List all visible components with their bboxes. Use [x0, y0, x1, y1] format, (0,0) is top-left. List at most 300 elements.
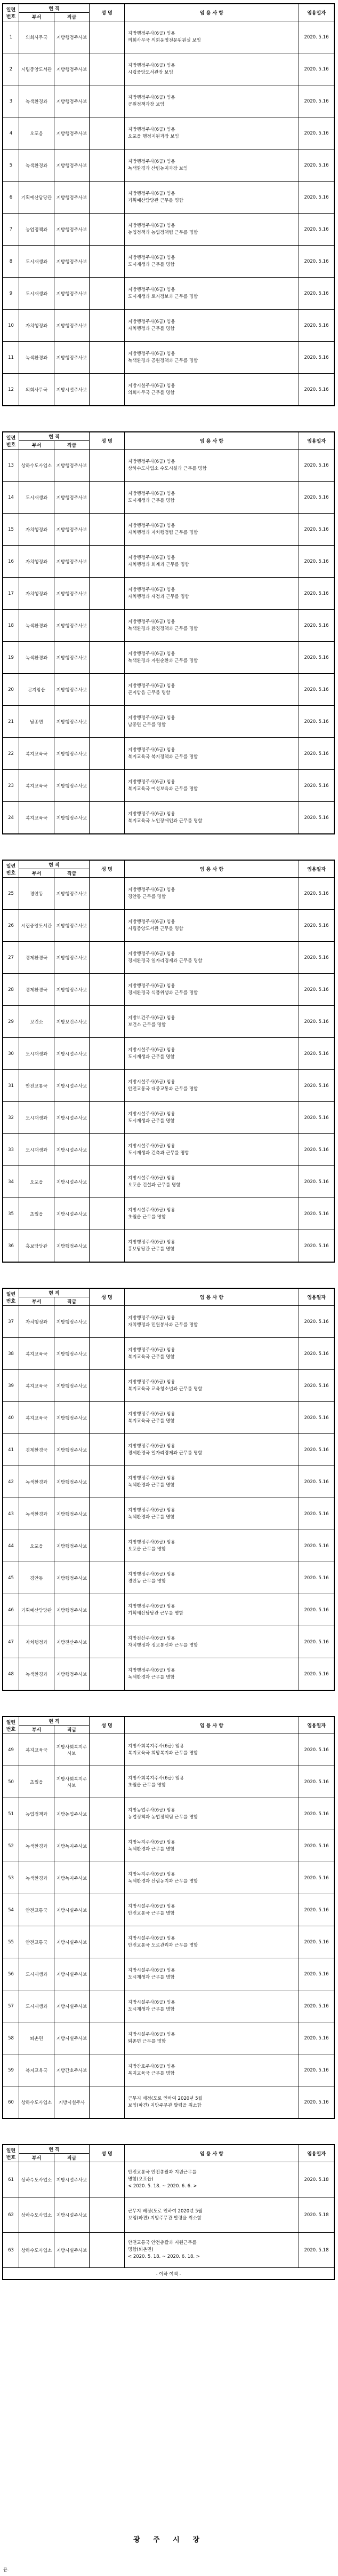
row-department: 남종면	[19, 706, 54, 738]
row-name	[90, 514, 125, 546]
row-appointment-date: 2020. 5.18	[299, 2162, 334, 2197]
table-row	[3, 1926, 334, 1958]
row-appointment-date: 2020. 5.16	[299, 642, 334, 674]
header-appointment-details: 임 용 사 항	[125, 432, 299, 450]
header-department: 부서	[19, 1297, 54, 1306]
row-number: 40	[3, 1402, 19, 1434]
row-appointment-details: 지방사회복지주사(6급) 임용 복지교육국 희망복지과 근무를 명함	[125, 1734, 299, 1766]
table-row	[3, 1402, 334, 1434]
row-number: 4	[3, 117, 19, 149]
row-rank: 지방행정주사보	[54, 802, 90, 834]
row-number: 62	[3, 2197, 19, 2233]
row-name	[90, 342, 125, 374]
row-name	[90, 1958, 125, 1990]
row-name	[90, 1466, 125, 1498]
row-appointment-date: 2020. 5.16	[299, 21, 334, 53]
appointment-table-block	[2, 1288, 335, 1691]
row-department: 녹색환경과	[19, 1466, 54, 1498]
row-name	[90, 1070, 125, 1102]
row-rank: 지방행정주사보	[54, 514, 90, 546]
header-rank: 직급	[54, 2154, 90, 2162]
row-appointment-details: 지방시설주사(6급) 임용 도시재생과 근무를 명함	[125, 1038, 299, 1070]
row-appointment-date: 2020. 5.16	[299, 53, 334, 85]
row-department: 자치행정과	[19, 1626, 54, 1658]
row-number: 13	[3, 450, 19, 482]
row-appointment-details: 지방행정주사(6급) 임용 홍보담당관 근무를 명함	[125, 1230, 299, 1262]
row-department: 경안동	[19, 878, 54, 910]
row-name	[90, 85, 125, 117]
row-rank: 지방시설주사보	[54, 2197, 90, 2233]
row-name	[90, 1434, 125, 1466]
row-rank: 지방시설주사보	[54, 1926, 90, 1958]
row-number: 11	[3, 342, 19, 374]
table-row	[3, 1862, 334, 1894]
row-rank: 지방행정주사보	[54, 182, 90, 214]
table-row	[3, 2162, 334, 2197]
mayor-signature: 광 주 시 장	[133, 2536, 205, 2544]
row-department: 경제환경국	[19, 974, 54, 1006]
row-appointment-details: 지방행정주사(6급) 임용 오포읍 행정지원과장 보임	[125, 117, 299, 149]
row-number: 39	[3, 1370, 19, 1402]
row-number: 34	[3, 1166, 19, 1198]
row-name	[90, 2162, 125, 2197]
row-appointment-details: 지방행정주사(6급) 임용 경제환경국 식품위생과 근무를 명함	[125, 974, 299, 1006]
row-appointment-details: 지방행정주사(6급) 임용 남종면 근무를 명함	[125, 706, 299, 738]
table-row	[3, 1958, 334, 1990]
row-name	[90, 1926, 125, 1958]
table-row	[3, 374, 334, 406]
row-name	[90, 1306, 125, 1338]
row-appointment-date: 2020. 5.16	[299, 770, 334, 802]
row-appointment-date: 2020. 5.16	[299, 1070, 334, 1102]
row-name	[90, 1894, 125, 1926]
row-appointment-date: 2020. 5.16	[299, 1594, 334, 1626]
row-appointment-details: 지방시설주사(6급) 임용 도시재생과 근무를 명함	[125, 1958, 299, 1990]
row-department: 도시재생과	[19, 482, 54, 514]
row-appointment-date: 2020. 5.16	[299, 674, 334, 706]
row-number: 36	[3, 1230, 19, 1262]
row-rank: 지방행정주사보	[54, 246, 90, 278]
row-appointment-details: 지방행정주사(6급) 임용 경제환경국 일자리경제과 근무를 명함	[125, 1434, 299, 1466]
row-number: 43	[3, 1498, 19, 1530]
row-number: 15	[3, 514, 19, 546]
table-row	[3, 738, 334, 770]
row-department: 안전교통국	[19, 1926, 54, 1958]
row-number: 20	[3, 674, 19, 706]
appointment-table-block	[2, 3, 335, 406]
row-number: 31	[3, 1070, 19, 1102]
row-rank: 지방행정주사보	[54, 1530, 90, 1562]
row-number: 3	[3, 85, 19, 117]
table-row	[3, 1338, 334, 1370]
row-name	[90, 117, 125, 149]
row-department: 의회사무국	[19, 21, 54, 53]
row-department: 녹색환경과	[19, 149, 54, 182]
table-row	[3, 2054, 334, 2086]
row-department: 녹색환경과	[19, 1862, 54, 1894]
row-appointment-date: 2020. 5.16	[299, 1402, 334, 1434]
row-name	[90, 1626, 125, 1658]
row-appointment-details: 지방사회복지주사(6급) 임용 초월읍 근무를 명함	[125, 1766, 299, 1798]
row-number: 53	[3, 1862, 19, 1894]
row-rank: 지방전산주사보	[54, 1626, 90, 1658]
row-department: 퇴촌면	[19, 2022, 54, 2054]
row-number: 22	[3, 738, 19, 770]
row-appointment-details: 지방행정주사(6급) 임용 시립중앙도서관 근무를 명함	[125, 910, 299, 942]
row-department: 녹색환경과	[19, 1830, 54, 1862]
row-name	[90, 1830, 125, 1862]
row-department: 복지교육국	[19, 1734, 54, 1766]
row-appointment-details: 지방행정주사(6급) 임용 자치행정과 회계과 근무를 명함	[125, 546, 299, 578]
header-appointment-date: 임용일자	[299, 861, 334, 878]
table-row	[3, 246, 334, 278]
row-department: 자치행정과	[19, 1306, 54, 1338]
table-row	[3, 85, 334, 117]
row-appointment-date: 2020. 5.16	[299, 214, 334, 246]
header-name: 성 명	[90, 4, 125, 21]
row-department: 오포읍	[19, 117, 54, 149]
row-appointment-date: 2020. 5.16	[299, 2086, 334, 2118]
row-rank: 지방행정주사보	[54, 706, 90, 738]
row-name	[90, 450, 125, 482]
row-department: 시립중앙도서관	[19, 910, 54, 942]
header-current-position: 현 직	[19, 861, 90, 869]
row-department: 기획예산담당관	[19, 182, 54, 214]
row-number: 47	[3, 1626, 19, 1658]
row-department: 상하수도사업소	[19, 2162, 54, 2197]
table-row	[3, 1734, 334, 1766]
row-appointment-date: 2020. 5.16	[299, 342, 334, 374]
table-row	[3, 2233, 334, 2268]
row-number: 28	[3, 974, 19, 1006]
row-department: 녹색환경과	[19, 610, 54, 642]
row-appointment-date: 2020. 5.16	[299, 2054, 334, 2086]
row-department: 자치행정과	[19, 310, 54, 342]
header-appointment-date: 임용일자	[299, 1717, 334, 1734]
row-department: 상하수도사업소	[19, 2233, 54, 2268]
row-rank: 지방행정주사보	[54, 578, 90, 610]
table-row	[3, 1894, 334, 1926]
row-number: 57	[3, 1990, 19, 2022]
row-department: 녹색환경과	[19, 85, 54, 117]
table-row	[3, 610, 334, 642]
row-appointment-date: 2020. 5.16	[299, 246, 334, 278]
row-appointment-details: 지방시설주사(6급) 임용 초월읍 근무를 명함	[125, 1198, 299, 1230]
row-department: 농업정책과	[19, 214, 54, 246]
row-department: 자치행정과	[19, 514, 54, 546]
row-rank: 지방행정주사보	[54, 342, 90, 374]
row-appointment-details: 지방행정주사(6급) 임용 농업정책과 농업정책팀 근무를 명함	[125, 214, 299, 246]
table-row	[3, 1626, 334, 1658]
row-department: 도시재생과	[19, 1102, 54, 1134]
row-appointment-date: 2020. 5.18	[299, 2233, 334, 2268]
row-name	[90, 1658, 125, 1690]
appointment-table	[3, 1716, 334, 2118]
row-rank: 지방녹지주사보	[54, 1830, 90, 1862]
row-number: 60	[3, 2086, 19, 2118]
row-appointment-date: 2020. 5.16	[299, 482, 334, 514]
row-appointment-date: 2020. 5.16	[299, 310, 334, 342]
row-rank: 지방시설주사보	[54, 1038, 90, 1070]
row-appointment-date: 2020. 5.16	[299, 450, 334, 482]
table-row	[3, 974, 334, 1006]
row-rank: 지방시설주사보	[54, 1102, 90, 1134]
row-department: 보건소	[19, 1006, 54, 1038]
row-name	[90, 246, 125, 278]
row-appointment-details: 지방행정주사(6급) 임용 복지교육국 복지정책과 근무를 명함	[125, 738, 299, 770]
table-row	[3, 1434, 334, 1466]
row-rank: 지방시설주사보	[54, 1894, 90, 1926]
row-appointment-details: 지방행정주사(6급) 임용 자치행정과 근무를 명함	[125, 310, 299, 342]
row-appointment-details: 지방행정주사(6급) 임용 녹색환경과 환경정책과 근무를 명함	[125, 610, 299, 642]
row-appointment-details: 지방행정주사(6급) 임용 녹색환경과 자원순환과 근무를 명함	[125, 642, 299, 674]
row-number: 12	[3, 374, 19, 406]
row-appointment-details: 지방행정주사(6급) 임용 녹색환경과 근무를 명함	[125, 1498, 299, 1530]
row-rank: 지방행정주사보	[54, 450, 90, 482]
table-row	[3, 674, 334, 706]
row-appointment-date: 2020. 5.16	[299, 706, 334, 738]
row-rank: 지방시설주사보	[54, 1958, 90, 1990]
row-name	[90, 738, 125, 770]
row-appointment-date: 2020. 5.16	[299, 85, 334, 117]
row-rank: 지방행정주사보	[54, 1434, 90, 1466]
row-name	[90, 1230, 125, 1262]
row-appointment-date: 2020. 5.16	[299, 1166, 334, 1198]
row-department: 복지교육국	[19, 738, 54, 770]
row-name	[90, 149, 125, 182]
row-number: 10	[3, 310, 19, 342]
table-row	[3, 770, 334, 802]
row-department: 도시재생과	[19, 278, 54, 310]
row-appointment-details: 지방행정주사(6급) 임용 복지교육국 근무를 명함	[125, 1338, 299, 1370]
appointment-table-block	[2, 860, 335, 1263]
row-number: 55	[3, 1926, 19, 1958]
header-appointment-date: 임용일자	[299, 1289, 334, 1306]
row-appointment-details: 지방시설주사(6급) 임용 도시재생과 건축과 근무를 명함	[125, 1134, 299, 1166]
row-department: 홍보담당관	[19, 1230, 54, 1262]
row-name	[90, 1530, 125, 1562]
row-appointment-details: 지방시설주사(6급) 임용 의회사무국 근무를 명함	[125, 374, 299, 406]
row-name	[90, 53, 125, 85]
row-name	[90, 482, 125, 514]
row-department: 녹색환경과	[19, 642, 54, 674]
table-row	[3, 706, 334, 738]
header-current-position: 현 직	[19, 4, 90, 13]
header-name: 성 명	[90, 1717, 125, 1734]
row-rank: 지방행정주사보	[54, 149, 90, 182]
row-department: 도시재생과	[19, 1990, 54, 2022]
header-name: 성 명	[90, 432, 125, 450]
row-number: 33	[3, 1134, 19, 1166]
row-appointment-details: 지방간호주사(6급) 임용 복지교육국 근무를 명함	[125, 2054, 299, 2086]
row-number: 49	[3, 1734, 19, 1766]
row-rank: 지방행정주사보	[54, 53, 90, 85]
row-name	[90, 1038, 125, 1070]
row-appointment-date: 2020. 5.16	[299, 878, 334, 910]
row-rank: 지방시설주사보	[54, 1166, 90, 1198]
row-department: 오포읍	[19, 1530, 54, 1562]
row-appointment-date: 2020. 5.16	[299, 610, 334, 642]
row-number: 29	[3, 1006, 19, 1038]
row-appointment-details: 지방행정주사(6급) 임용 녹색환경과 산림농지과장 보임	[125, 149, 299, 182]
row-appointment-details: 지방시설주사(6급) 임용 안전교통국 대중교통과 근무를 명함	[125, 1070, 299, 1102]
table-row	[3, 1562, 334, 1594]
table-row	[3, 1038, 334, 1070]
row-name	[90, 374, 125, 406]
row-appointment-details: 지방행정주사(6급) 임용 복지교육국 교육청소년과 근무를 명함	[125, 1370, 299, 1402]
row-rank: 지방시설주사보	[54, 2233, 90, 2268]
row-number: 41	[3, 1434, 19, 1466]
row-name	[90, 1798, 125, 1830]
header-rank: 직급	[54, 869, 90, 878]
row-appointment-details: 지방행정주사(6급) 임용 도시재생과 토지정보과 근무를 명함	[125, 278, 299, 310]
header-name: 성 명	[90, 861, 125, 878]
row-number: 52	[3, 1830, 19, 1862]
row-number: 58	[3, 2022, 19, 2054]
header-appointment-date: 임용일자	[299, 2145, 334, 2162]
row-appointment-date: 2020. 5.16	[299, 546, 334, 578]
table-row	[3, 1798, 334, 1830]
row-name	[90, 974, 125, 1006]
row-department: 경안동	[19, 1562, 54, 1594]
table-row	[3, 214, 334, 246]
header-appointment-details: 임 용 사 항	[125, 1289, 299, 1306]
table-row	[3, 1594, 334, 1626]
row-appointment-date: 2020. 5.16	[299, 374, 334, 406]
row-appointment-details: 지방행정주사(6급) 임용 기획예산담당관 근무를 명함	[125, 182, 299, 214]
row-name	[90, 1370, 125, 1402]
table-row	[3, 1830, 334, 1862]
row-rank: 지방시설주사보	[54, 2162, 90, 2197]
row-rank: 지방행정주사보	[54, 878, 90, 910]
row-rank: 지방시설주사보	[54, 1990, 90, 2022]
table-row	[3, 53, 334, 85]
appointment-table-block	[2, 1716, 335, 2119]
row-number: 25	[3, 878, 19, 910]
table-row	[3, 1198, 334, 1230]
row-name	[90, 1562, 125, 1594]
row-department: 녹색환경과	[19, 1498, 54, 1530]
row-appointment-details: 지방행정주사(6급) 임용 의회사무국 의회운영전문위원실 보임	[125, 21, 299, 53]
row-number: 32	[3, 1102, 19, 1134]
row-name	[90, 214, 125, 246]
table-row	[3, 578, 334, 610]
header-department: 부서	[19, 869, 54, 878]
row-rank: 지방행정주사보	[54, 278, 90, 310]
row-name	[90, 1990, 125, 2022]
row-appointment-details: 지방행정주사(6급) 임용 복지교육국 여성보육과 근무를 명함	[125, 770, 299, 802]
row-department: 경제환경국	[19, 942, 54, 974]
table-row	[3, 1230, 334, 1262]
header-appointment-details: 임 용 사 항	[125, 2145, 299, 2162]
row-number: 24	[3, 802, 19, 834]
row-department: 경제환경국	[19, 1434, 54, 1466]
row-name	[90, 1166, 125, 1198]
table-row	[3, 878, 334, 910]
row-number: 27	[3, 942, 19, 974]
table-row	[3, 942, 334, 974]
row-number: 46	[3, 1594, 19, 1626]
row-department: 농업정책과	[19, 1798, 54, 1830]
row-appointment-date: 2020. 5.16	[299, 578, 334, 610]
row-rank: 지방행정주사보	[54, 85, 90, 117]
row-number: 19	[3, 642, 19, 674]
appointment-table	[3, 860, 334, 1262]
row-appointment-date: 2020. 5.16	[299, 1530, 334, 1562]
row-appointment-date: 2020. 5.16	[299, 149, 334, 182]
table-row	[3, 1070, 334, 1102]
row-name	[90, 310, 125, 342]
row-department: 기획예산담당관	[19, 1594, 54, 1626]
row-rank: 지방행정주사보	[54, 674, 90, 706]
row-appointment-details: 지방행정주사(6급) 임용 녹색환경과 근무를 명함	[125, 1658, 299, 1690]
table-row	[3, 1466, 334, 1498]
row-name	[90, 21, 125, 53]
row-appointment-details: 지방행정주사(6급) 임용 곤지암읍 근무를 명함	[125, 674, 299, 706]
table-row	[3, 149, 334, 182]
row-name	[90, 1198, 125, 1230]
header-number: 일련번호	[3, 4, 19, 21]
row-appointment-details: 지방행정주사(6급) 임용 녹색환경과 근무를 명함	[125, 1466, 299, 1498]
row-name	[90, 1734, 125, 1766]
row-rank: 지방행정주사보	[54, 1466, 90, 1498]
row-appointment-details: 지방행정주사(6급) 임용 자치행정과 민원봉사과 근무를 명함	[125, 1306, 299, 1338]
row-name	[90, 2022, 125, 2054]
row-number: 50	[3, 1766, 19, 1798]
row-appointment-date: 2020. 5.16	[299, 1562, 334, 1594]
row-appointment-date: 2020. 5.18	[299, 2197, 334, 2233]
end-note-row	[3, 2268, 334, 2280]
row-appointment-details: 지방시설주사(6급) 임용 도시재생과 근무를 명함	[125, 1102, 299, 1134]
row-number: 45	[3, 1562, 19, 1594]
row-appointment-details: 지방시설주사(6급) 임용 안전교통국 근무를 명함	[125, 1894, 299, 1926]
row-appointment-details: 지방행정주사(6급) 임용 도시재생과 근무를 명함	[125, 482, 299, 514]
row-department: 복지교육국	[19, 770, 54, 802]
row-rank: 지방행정주사보	[54, 642, 90, 674]
row-rank: 지방행정주사보	[54, 310, 90, 342]
row-name	[90, 578, 125, 610]
row-name	[90, 1498, 125, 1530]
row-name	[90, 878, 125, 910]
row-number: 35	[3, 1198, 19, 1230]
row-appointment-date: 2020. 5.16	[299, 1038, 334, 1070]
row-appointment-date: 2020. 5.16	[299, 1434, 334, 1466]
header-rank: 직급	[54, 1726, 90, 1734]
row-rank: 지방녹지주사보	[54, 1862, 90, 1894]
row-name	[90, 610, 125, 642]
row-appointment-date: 2020. 5.16	[299, 942, 334, 974]
table-row	[3, 310, 334, 342]
row-department: 초월읍	[19, 1766, 54, 1798]
row-number: 56	[3, 1958, 19, 1990]
row-number: 54	[3, 1894, 19, 1926]
table-row	[3, 1102, 334, 1134]
row-department: 도시재생과	[19, 1038, 54, 1070]
row-appointment-date: 2020. 5.16	[299, 802, 334, 834]
row-appointment-details: 지방행정주사(6급) 임용 경제환경국 일자리경제과 근무를 명함	[125, 942, 299, 974]
header-number: 일련번호	[3, 2145, 19, 2162]
header-department: 부서	[19, 2154, 54, 2162]
row-rank: 지방행정주사보	[54, 974, 90, 1006]
row-rank: 지방행정주사보	[54, 770, 90, 802]
row-department: 도시재생과	[19, 1134, 54, 1166]
row-number: 59	[3, 2054, 19, 2086]
header-number: 일련번호	[3, 861, 19, 878]
row-appointment-details: 지방농업주사(6급) 임용 농업정책과 농업정책팀 근무를 명함	[125, 1798, 299, 1830]
header-appointment-details: 임 용 사 항	[125, 1717, 299, 1734]
row-appointment-details: 안전교통국 안전총괄과 지원근무를 명함(오포읍) < 2020. 5. 18. ~ 2020. 6. 6. >	[125, 2162, 299, 2197]
row-appointment-date: 2020. 5.16	[299, 1102, 334, 1134]
